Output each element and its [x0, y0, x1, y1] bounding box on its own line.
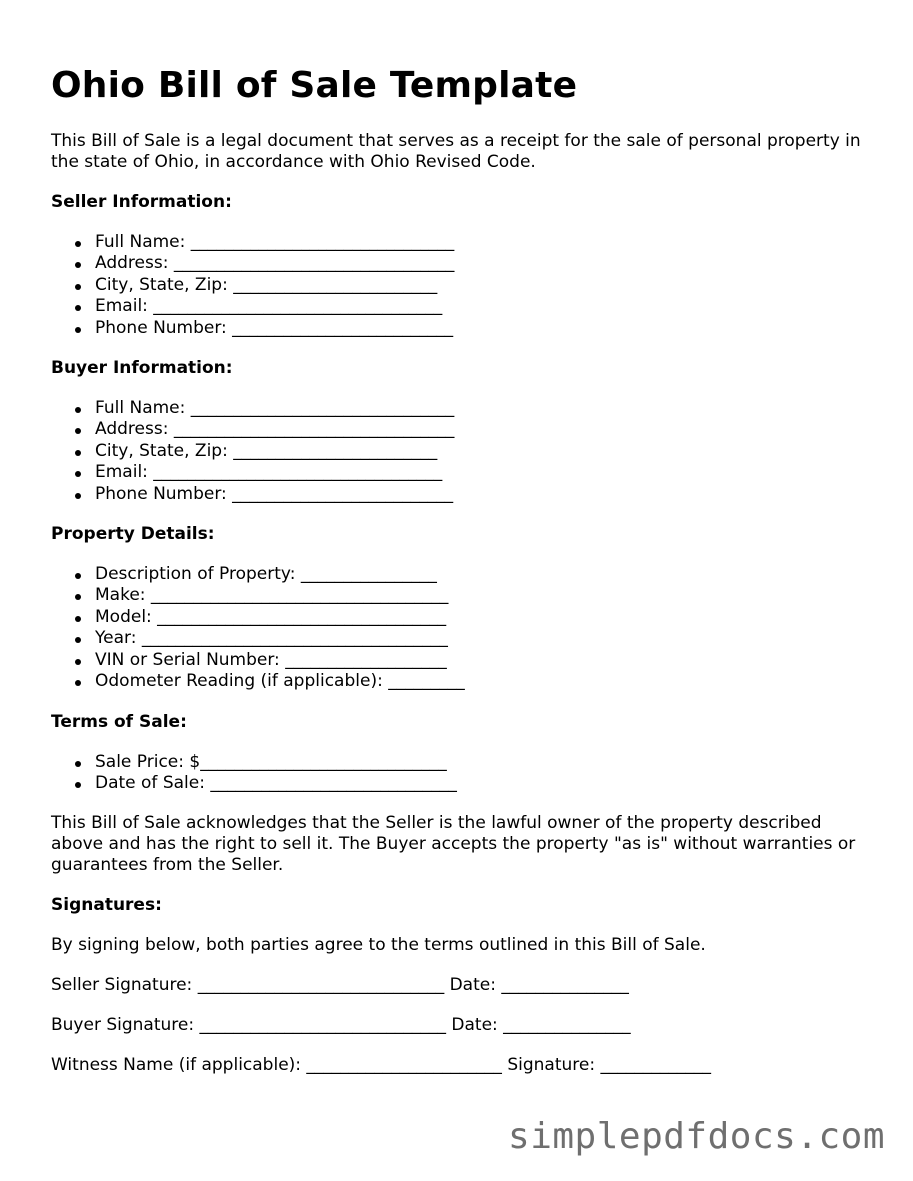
property-model-field: Model: __________________________________: [51, 607, 871, 628]
property-heading: Property Details:: [51, 524, 215, 545]
buyer-full-name-field: Full Name: _______________________________: [51, 398, 871, 419]
seller-phone-field: Phone Number: __________________________: [51, 318, 871, 339]
seller-heading: Seller Information:: [51, 192, 232, 212]
buyer-email-field: Email: __________________________________: [51, 462, 871, 483]
sale-price-field: Sale Price: $_____________________________: [51, 752, 871, 773]
buyer-fields: [51, 398, 871, 505]
signatures-heading: Signatures:: [51, 895, 162, 916]
page-title: Ohio Bill of Sale Template: [51, 65, 578, 106]
watermark: simplepdfdocs.com: [508, 1116, 885, 1157]
seller-fields: [51, 232, 871, 339]
terms-heading: Terms of Sale:: [51, 711, 187, 732]
buyer-city-state-zip-field: City, State, Zip: ________________________: [51, 441, 871, 462]
signatures-statement: By signing below, both parties agree to the terms outlined in this Bill of Sale.: [51, 935, 706, 956]
seller-city-state-zip-field: City, State, Zip: ________________________: [51, 275, 871, 296]
seller-signature-line: Seller Signature: _____________________________ Date: _______________: [51, 975, 629, 996]
sale-date-field: Date of Sale: _____________________________: [51, 773, 871, 794]
buyer-heading: Buyer Information:: [51, 358, 233, 379]
witness-signature-line: Witness Name (if applicable): _______________________ Signature: _____________: [51, 1055, 711, 1076]
buyer-signature-line: Buyer Signature: _____________________________ Date: _______________: [51, 1015, 631, 1036]
acknowledgement-paragraph: This Bill of Sale acknowledges that the Seller is the lawful owner of the property described above and has the right to sell it. The Buyer accepts the property "as is" without warranties or guarantees from the Seller.: [51, 813, 856, 876]
document-page: [51, 62, 871, 1076]
seller-email-field: Email: __________________________________: [51, 296, 871, 317]
buyer-address-field: Address: _________________________________: [51, 419, 871, 440]
property-description-field: Description of Property: ________________: [51, 564, 871, 585]
seller-full-name-field: Full Name: _______________________________: [51, 232, 871, 253]
property-year-field: Year: ____________________________________: [51, 628, 871, 649]
terms-fields: [51, 752, 871, 795]
property-make-field: Make: ___________________________________: [51, 585, 871, 606]
property-odometer-field: Odometer Reading (if applicable): _________: [51, 671, 871, 692]
property-fields: [51, 564, 871, 692]
seller-address-field: Address: _________________________________: [51, 253, 871, 274]
property-vin-field: VIN or Serial Number: ___________________: [51, 650, 871, 671]
buyer-phone-field: Phone Number: __________________________: [51, 484, 871, 505]
intro-paragraph: This Bill of Sale is a legal document that serves as a receipt for the sale of personal property in the state of Ohio, in accordance with Ohio Revised Code.: [51, 131, 861, 172]
